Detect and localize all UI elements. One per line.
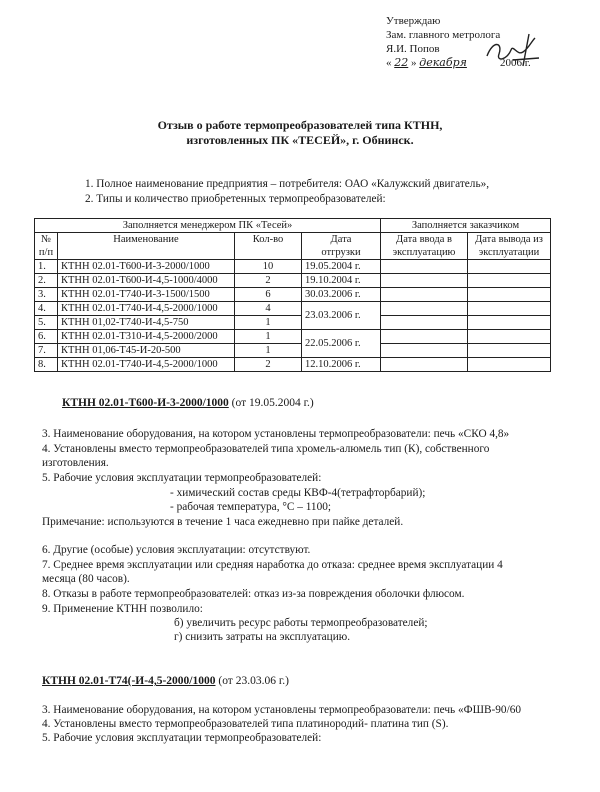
group-manager-header: Заполняется менеджером ПК «Тесей» (35, 219, 381, 233)
section1-item-7b: месяца (80 часов). (42, 573, 130, 585)
date-open-quote: « (386, 57, 392, 69)
row-num: 1. (35, 260, 58, 274)
section1-heading-note: (от 19.05.2004 г.) (228, 397, 314, 409)
row-end (468, 316, 551, 330)
row-date: 19.05.2004 г. (302, 260, 381, 274)
approval-heading: Утверждаю (386, 15, 441, 27)
row-start (381, 302, 468, 316)
section1-heading-model: КТНН 02.01-Т600-И-3-2000/1000 (62, 397, 229, 409)
row-qty: 6 (235, 288, 302, 302)
section1-item-9g: г) снизить затраты на эксплуатацию. (174, 631, 351, 643)
row-date: 19.10.2004 г. (302, 274, 381, 288)
table-row (35, 260, 551, 274)
header-start-l2: эксплуатацию (392, 247, 456, 258)
table-row (35, 288, 551, 302)
header-end-l2: эксплуатации (478, 247, 540, 258)
section1-item-5: 5. Рабочие условия эксплуатации термопреобразователей: (42, 472, 322, 484)
row-name: КТНН 02.01-Т600-И-3-2000/1000 (58, 260, 235, 274)
row-name: КТНН 02.01-Т600-И-4,5-1000/4000 (58, 274, 235, 288)
section1-item-5b: - рабочая температура, °С – 1100; (170, 501, 332, 513)
header-qty: Кол-во (235, 233, 302, 260)
row-num: 5. (35, 316, 58, 330)
section2-heading (42, 675, 289, 687)
group-customer-header: Заполняется заказчиком (381, 219, 551, 233)
row-end (468, 288, 551, 302)
header-end (468, 233, 551, 260)
date-close-quote: » (411, 57, 417, 69)
signature-icon (483, 30, 543, 70)
row-qty: 2 (235, 358, 302, 372)
table-row (35, 274, 551, 288)
row-date: 12.10.2006 г. (302, 358, 381, 372)
row-name: КТНН 01,06-Т45-И-20-500 (58, 344, 235, 358)
header-num-l2: п/п (38, 247, 54, 258)
section1-item-3: 3. Наименование оборудования, на котором установлены термопреобразователи: печь «СКО 4,8» (42, 428, 510, 440)
row-qty: 10 (235, 260, 302, 274)
row-name: КТНН 02.01-Т740-И-4,5-2000/1000 (58, 302, 235, 316)
row-date: 22.05.2006 г. (302, 330, 381, 358)
table-row (35, 316, 551, 330)
section1-item-9: 9. Применение КТНН позволило: (42, 603, 203, 615)
row-start (381, 358, 468, 372)
row-date: 23.03.2006 г. (302, 302, 381, 330)
section1-note: Примечание: используются в течение 1 часа ежедневно при пайке деталей. (42, 516, 404, 528)
row-qty: 1 (235, 330, 302, 344)
header-name: Наименование (58, 233, 235, 260)
row-qty: 4 (235, 302, 302, 316)
row-name: КТНН 02.01-Т310-И-4,5-2000/2000 (58, 330, 235, 344)
thermocouple-table (34, 218, 551, 372)
section1-item-6: 6. Другие (особые) условия эксплуатации: отсутствуют. (42, 544, 311, 556)
row-end (468, 358, 551, 372)
section1-heading (62, 397, 314, 409)
section1-item-8: 8. Отказы в работе термопреобразователей: отказ из-за повреждения оболочки флюсом. (42, 588, 465, 600)
row-start (381, 330, 468, 344)
intro-item-2: 2. Типы и количество приобретенных термопреобразователей: (85, 193, 386, 205)
row-start (381, 316, 468, 330)
row-start (381, 260, 468, 274)
header-date-l2: отгрузки (321, 247, 361, 258)
document-title (0, 118, 600, 148)
row-name: КТНН 02.01-Т740-И-4,5-2000/1000 (58, 358, 235, 372)
section2-item-5: 5. Рабочие условия эксплуатации термопреобразователей: (42, 732, 322, 744)
row-end (468, 344, 551, 358)
row-end (468, 330, 551, 344)
date-month: декабря (419, 56, 467, 69)
row-name: КТНН 02.01-Т740-И-3-1500/1500 (58, 288, 235, 302)
row-end (468, 302, 551, 316)
table-row (35, 302, 551, 316)
date-year: 2006 г. (500, 57, 531, 69)
table-row (35, 330, 551, 344)
row-num: 3. (35, 288, 58, 302)
row-start (381, 274, 468, 288)
section2-heading-model: КТНН 02.01-Т74(-И-4,5-2000/1000 (42, 675, 216, 687)
row-num: 4. (35, 302, 58, 316)
row-qty: 2 (235, 274, 302, 288)
section2-heading-note: (от 23.03.06 г.) (215, 675, 289, 687)
section1-item-4b: изготовления. (42, 457, 109, 469)
header-start-l1: Дата ввода в (396, 234, 452, 245)
header-end-l1: Дата вывода из (475, 234, 543, 245)
header-num-l1: № (40, 234, 52, 245)
row-num: 7. (35, 344, 58, 358)
approval-position: Зам. главного метролога (386, 29, 501, 41)
intro-item-1: 1. Полное наименование предприятия – потребителя: ОАО «Калужский двигатель», (85, 178, 490, 190)
title-line-2: изготовленных ПК «ТЕСЕЙ», г. Обнинск. (186, 133, 414, 147)
section2-item-4: 4. Установлены вместо термопреобразователей типа платинородий- платина тип (S). (42, 718, 449, 730)
row-num: 8. (35, 358, 58, 372)
section1-item-5a: - химический состав среды КВФ-4(тетрафторбарий); (170, 487, 426, 499)
approval-signatory: Я.И. Попов (386, 43, 440, 55)
title-line-1: Отзыв о работе термопреобразователей типа КТНН, (157, 118, 443, 132)
row-qty: 1 (235, 344, 302, 358)
section1-item-4a: 4. Установлены вместо термопреобразователей типа хромель-алюмель тип (К), собственного (42, 443, 490, 455)
section1-item-7a: 7. Среднее время эксплуатации или средняя наработка до отказа: среднее время эксплуатации 4 (42, 559, 503, 571)
row-num: 6. (35, 330, 58, 344)
section1-item-9b: б) увеличить ресурс работы термопреобразователей; (174, 617, 428, 629)
date-day: 22 (394, 56, 409, 69)
row-name: КТНН 01,02-Т740-И-4,5-750 (58, 316, 235, 330)
table-row (35, 358, 551, 372)
header-start (381, 233, 468, 260)
row-num: 2. (35, 274, 58, 288)
row-start (381, 344, 468, 358)
row-end (468, 260, 551, 274)
header-date (302, 233, 381, 260)
row-date: 30.03.2006 г. (302, 288, 381, 302)
row-start (381, 288, 468, 302)
row-qty: 1 (235, 316, 302, 330)
header-date-l1: Дата (330, 234, 352, 245)
row-end (468, 274, 551, 288)
header-num (35, 233, 58, 260)
section2-item-3: 3. Наименование оборудования, на котором установлены термопреобразователи: печь «ФШВ-90/60 (42, 704, 522, 716)
table-row (35, 344, 551, 358)
